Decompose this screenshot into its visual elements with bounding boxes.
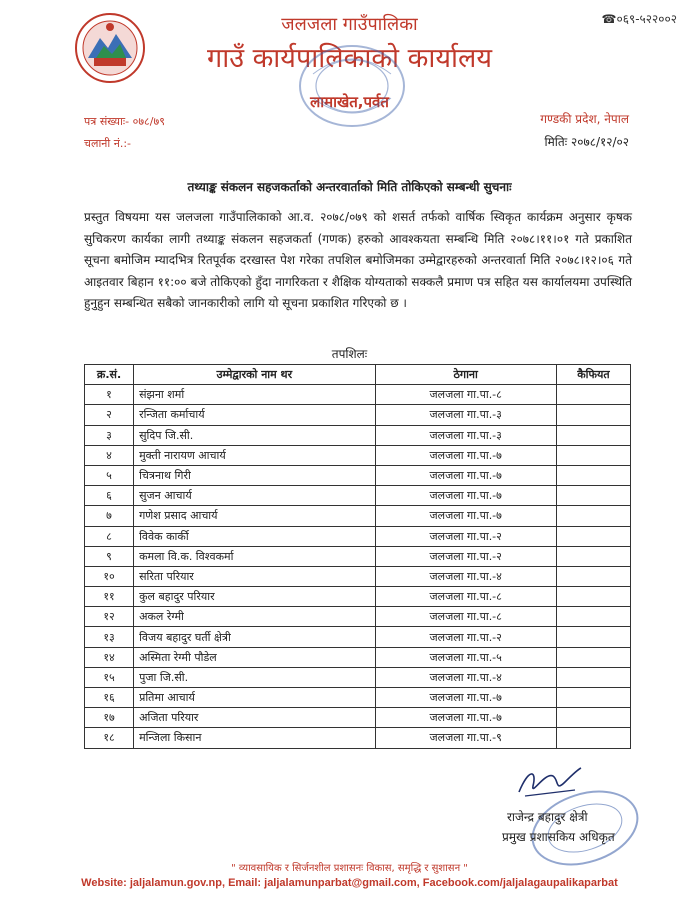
cell-sn: ४ (85, 445, 134, 465)
cell-sn: ३ (85, 425, 134, 445)
column-header-remarks: कैफियत (556, 365, 630, 385)
table-row (85, 526, 631, 546)
letter-number: पत्र संख्याः- ०७८/७९ (84, 115, 165, 128)
signatory-name: राजेन्द्र बहादुर क्षेत्री (507, 810, 588, 824)
signatory-title: प्रमुख प्रशासकिय अधिकृत (502, 830, 615, 844)
table-row (85, 728, 631, 748)
cell-remarks (556, 728, 630, 748)
cell-sn: १५ (85, 667, 134, 687)
table-row (85, 425, 631, 445)
column-header-sn: क्र.सं. (85, 365, 134, 385)
table-row (85, 708, 631, 728)
table-row (85, 385, 631, 405)
table-row (85, 405, 631, 425)
cell-name: सुदिप जि.सी. (134, 425, 375, 445)
cell-sn: १२ (85, 607, 134, 627)
cell-remarks (556, 425, 630, 445)
cell-name: अस्मिता रेग्मी पौडेल (134, 647, 375, 667)
office-address: लामाखेत,पर्वत (310, 93, 389, 111)
table-row (85, 546, 631, 566)
official-seal-stamp (293, 38, 411, 134)
cell-name: चित्रनाथ गिरी (134, 465, 375, 485)
cell-address: जलजला गा.पा.-२ (375, 526, 556, 546)
cell-address: जलजला गा.पा.-९ (375, 728, 556, 748)
cell-remarks (556, 546, 630, 566)
cell-sn: १६ (85, 688, 134, 708)
cell-name: गणेश प्रसाद आचार्य (134, 506, 375, 526)
cell-name: विवेक कार्की (134, 526, 375, 546)
office-motto: " व्यावसायिक र सिर्जनशील प्रशासनः विकास, समृद्धि र सुशासन " (231, 863, 468, 874)
cell-address: जलजला गा.पा.-५ (375, 647, 556, 667)
cell-address: जलजला गा.पा.-७ (375, 445, 556, 465)
cell-sn: १३ (85, 627, 134, 647)
cell-name: प्रतिमा आचार्य (134, 688, 375, 708)
cell-address: जलजला गा.पा.-४ (375, 667, 556, 687)
cell-address: जलजला गा.पा.-३ (375, 425, 556, 445)
cell-name: मुक्ती नारायण आचार्य (134, 445, 375, 465)
table-row (85, 607, 631, 627)
column-header-address: ठेगाना (375, 365, 556, 385)
table-row (85, 445, 631, 465)
table-row (85, 566, 631, 586)
cell-sn: ८ (85, 526, 134, 546)
table-row (85, 506, 631, 526)
table-row (85, 688, 631, 708)
province-label: गण्डकी प्रदेश, नेपाल (540, 112, 629, 126)
table-row (85, 465, 631, 485)
cell-remarks (556, 486, 630, 506)
cell-address: जलजला गा.पा.-३ (375, 405, 556, 425)
office-name: गाउँ कार्यपालिकाको कार्यालय (207, 43, 492, 74)
cell-remarks (556, 385, 630, 405)
notice-body: प्रस्तुत विषयमा यस जलजला गाउँपालिकाको आ.व. २०७८/०७९ को शसर्त तर्फको वार्षिक स्विकृत कार्यक्रम अनुसार कृषक सुचिकरण कार्यका लागी तथ्याङ्क संकलन सहजकर्ता (गणक) हरुको आवश्कयता सम्बन्धि मिति २०७८।११।०१ गते प्रकाशित सूचना बमोजिम म्यादभित्र रितपूर्वक दरखास्त पेश गरेका तपशिल बमोजिमका उम्मेद्वारहरुको अन्तरवार्ता मिति २०७८।१२।०६ गते आइतवार बिहान ११:०० बजे तोकिएको हुँदा नागरिकता र शैक्षिक योग्यताको सक्कलै प्रमाण पत्र सहित यस कार्यालयमा उपस्थिति हुनुहुन सम्बन्धित सबैको जानकारीको लागि यो सूचना प्रकाशित गरिएको छ । (84, 210, 632, 310)
cell-address: जलजला गा.पा.-८ (375, 607, 556, 627)
notice-subject: तथ्याङ्क संकलन सहजकर्ताको अन्तरवार्ताको मिति तोकिएको सम्बन्धी सुचनाः (187, 180, 512, 194)
cell-name: अजिता परियार (134, 708, 375, 728)
cell-name: सुजन आचार्य (134, 486, 375, 506)
cell-address: जलजला गा.पा.-४ (375, 566, 556, 586)
cell-address: जलजला गा.पा.-२ (375, 546, 556, 566)
cell-sn: १८ (85, 728, 134, 748)
cell-name: मन्जिला किसान (134, 728, 375, 748)
footer-contact: Website: jaljalamun.gov.np, Email: jaljalamunparbat@gmail.com, Facebook.com/jaljalagaupalikaparbat (81, 877, 618, 889)
table-header-row (85, 365, 631, 385)
cell-sn: १४ (85, 647, 134, 667)
phone-number: ☎०६९-५२२००२ (601, 12, 677, 26)
cell-name: अकल रेग्मी (134, 607, 375, 627)
cell-address: जलजला गा.पा.-७ (375, 506, 556, 526)
cell-sn: १० (85, 566, 134, 586)
details-label: तपशिलः (331, 347, 368, 361)
cell-remarks (556, 506, 630, 526)
table-row (85, 627, 631, 647)
cell-remarks (556, 627, 630, 647)
cell-remarks (556, 607, 630, 627)
cell-sn: २ (85, 405, 134, 425)
cell-name: विजय बहादुर घर्ती क्षेत्री (134, 627, 375, 647)
cell-address: जलजला गा.पा.-२ (375, 627, 556, 647)
municipality-name: जलजला गाउँपालिका (281, 14, 418, 35)
column-header-name: उम्मेद्वारको नाम थर (134, 365, 375, 385)
cell-remarks (556, 688, 630, 708)
cell-address: जलजला गा.पा.-८ (375, 385, 556, 405)
table-row (85, 647, 631, 667)
cell-remarks (556, 647, 630, 667)
cell-address: जलजला गा.पा.-८ (375, 587, 556, 607)
cell-address: जलजला गा.पा.-७ (375, 688, 556, 708)
cell-remarks (556, 526, 630, 546)
cell-name: पुजा जि.सी. (134, 667, 375, 687)
cell-remarks (556, 587, 630, 607)
table-row (85, 486, 631, 506)
cell-remarks (556, 708, 630, 728)
cell-address: जलजला गा.पा.-७ (375, 708, 556, 728)
table-row (85, 667, 631, 687)
cell-sn: ११ (85, 587, 134, 607)
cell-remarks (556, 405, 630, 425)
cell-name: संझना शर्मा (134, 385, 375, 405)
cell-remarks (556, 566, 630, 586)
dispatch-number: चलानी नं.:- (84, 137, 132, 150)
cell-name: सरिता परियार (134, 566, 375, 586)
cell-remarks (556, 465, 630, 485)
cell-sn: ५ (85, 465, 134, 485)
cell-sn: ६ (85, 486, 134, 506)
officer-stamp (525, 780, 645, 870)
letter-date: मितिः २०७८/१२/०२ (544, 135, 629, 149)
cell-sn: ७ (85, 506, 134, 526)
candidate-table (84, 364, 631, 749)
cell-remarks (556, 445, 630, 465)
cell-sn: ९ (85, 546, 134, 566)
table-row (85, 587, 631, 607)
cell-remarks (556, 667, 630, 687)
cell-address: जलजला गा.पा.-७ (375, 486, 556, 506)
cell-sn: १७ (85, 708, 134, 728)
cell-sn: १ (85, 385, 134, 405)
cell-address: जलजला गा.पा.-७ (375, 465, 556, 485)
cell-name: रन्जिता कर्माचार्य (134, 405, 375, 425)
cell-name: कुल बहादुर परियार (134, 587, 375, 607)
cell-name: कमला वि.क. विश्वकर्मा (134, 546, 375, 566)
